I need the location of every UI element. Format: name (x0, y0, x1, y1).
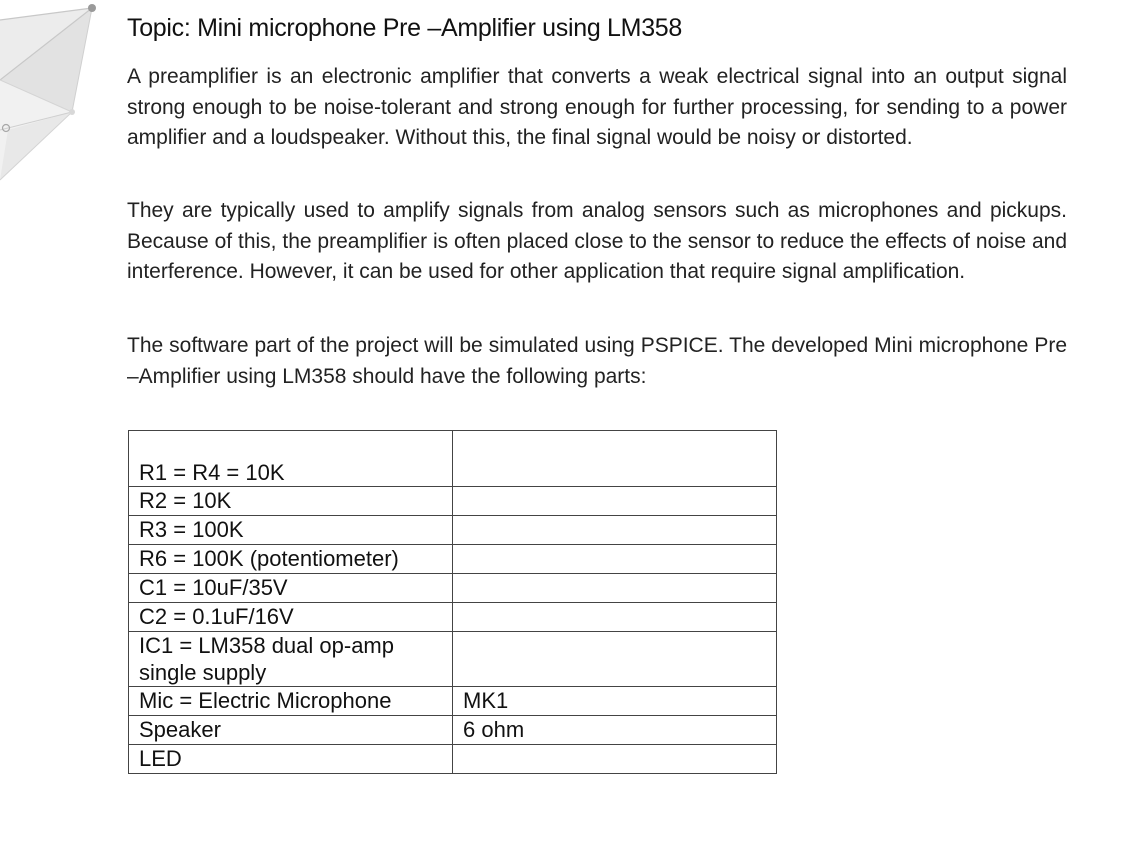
part-cell: C2 = 0.1uF/16V (129, 603, 453, 632)
table-row (129, 545, 777, 574)
value-cell: 6 ohm (453, 716, 777, 745)
table-row (129, 632, 777, 687)
table-row (129, 431, 777, 487)
table-row (129, 687, 777, 716)
part-cell: Speaker (129, 716, 453, 745)
value-cell (453, 603, 777, 632)
part-cell: R2 = 10K (129, 487, 453, 516)
page-title: Topic: Mini microphone Pre –Amplifier using LM358 (127, 14, 683, 42)
paragraph-usage: They are typically used to amplify signals from analog sensors such as microphones and pickups. Because of this, the preamplifier is often placed close to the sensor to reduce the effects of noise and interference. However, it can be used for other application that require signal amplification. (127, 199, 1067, 283)
part-cell: R6 = 100K (potentiometer) (129, 545, 453, 574)
part-cell: C1 = 10uF/35V (129, 574, 453, 603)
value-cell (453, 745, 777, 774)
table-row (129, 745, 777, 774)
table-row (129, 603, 777, 632)
decor-node (88, 4, 96, 12)
value-cell (453, 516, 777, 545)
table-row (129, 574, 777, 603)
part-cell: LED (129, 745, 453, 774)
decor-node (69, 109, 75, 115)
part-cell: Mic = Electric Microphone (129, 687, 453, 716)
table-row (129, 716, 777, 745)
table-row (129, 487, 777, 516)
value-cell (453, 632, 777, 687)
part-cell: R3 = 100K (129, 516, 453, 545)
part-cell: IC1 = LM358 dual op-amp single supply (129, 632, 453, 687)
value-cell (453, 545, 777, 574)
decorative-network-graphic (0, 0, 110, 185)
table-row (129, 516, 777, 545)
value-cell: MK1 (453, 687, 777, 716)
value-cell (453, 431, 777, 487)
paragraph-software: The software part of the project will be simulated using PSPICE. The developed Mini microphone Pre –Amplifier using LM358 should have the following parts: (127, 334, 1067, 388)
paragraph-intro: A preamplifier is an electronic amplifier that converts a weak electrical signal into an output signal strong enough to be noise-tolerant and strong enough for further processing, for sending to a power amplifier and a loudspeaker. Without this, the final signal would be noisy or distorted. (127, 65, 1067, 149)
value-cell (453, 574, 777, 603)
value-cell (453, 487, 777, 516)
part-cell: R1 = R4 = 10K (129, 431, 453, 487)
parts-table (128, 430, 777, 774)
